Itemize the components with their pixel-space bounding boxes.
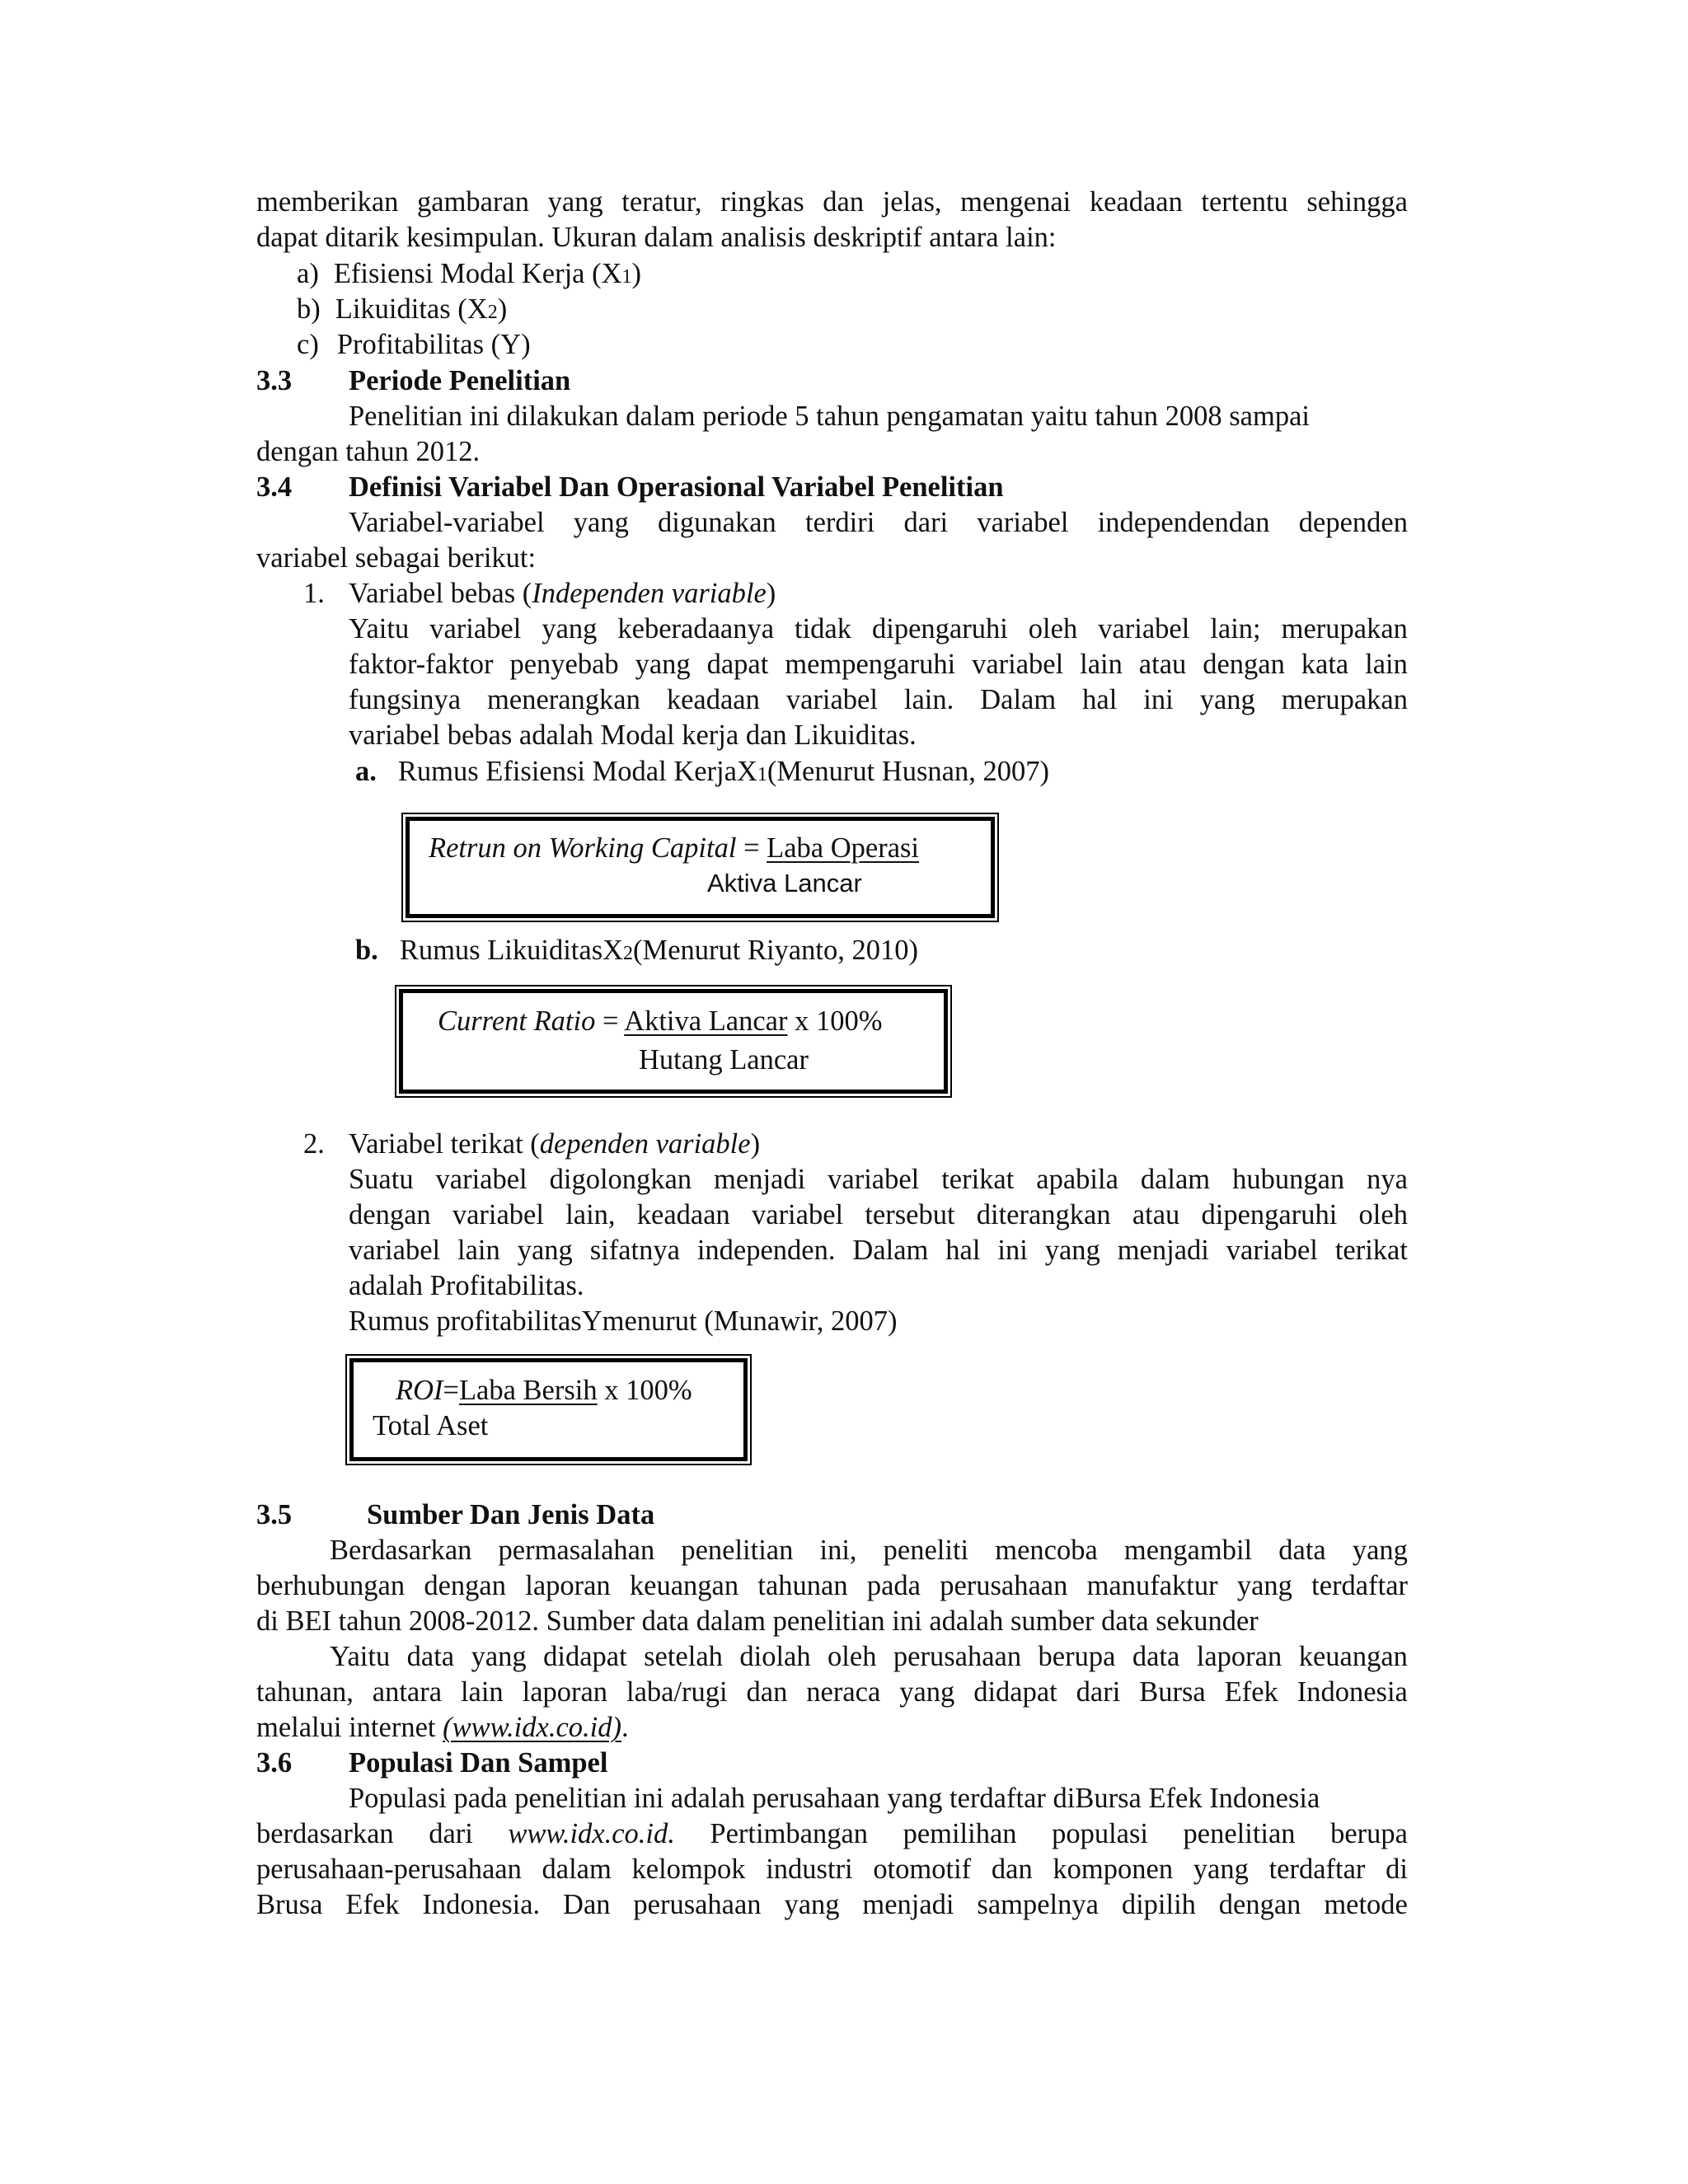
word: setelah bbox=[644, 1641, 723, 1672]
word: kelompok bbox=[631, 1854, 746, 1885]
word: ini, bbox=[819, 1535, 857, 1566]
word: ringkas bbox=[720, 186, 804, 218]
word: dan bbox=[746, 1676, 788, 1708]
word: keberadaanya bbox=[617, 613, 775, 644]
intro-line-2: dapat ditarik kesimpulan. Ukuran dalam analisis deskriptif antara lain: bbox=[256, 222, 1057, 253]
word: hal bbox=[1082, 684, 1118, 715]
word: data bbox=[406, 1641, 455, 1672]
list-item-c: c) Profitabilitas (Y) bbox=[297, 329, 531, 360]
s35-p2-line-1 bbox=[330, 1638, 1408, 1675]
word: menjadi bbox=[862, 1889, 954, 1920]
word: yang bbox=[471, 1641, 527, 1672]
item-1-line-2 bbox=[349, 646, 1408, 682]
word: yang bbox=[784, 1889, 840, 1920]
word: terikat bbox=[1334, 1235, 1408, 1266]
word: terdaftar bbox=[1268, 1854, 1366, 1885]
item-2-line-3 bbox=[349, 1232, 1408, 1268]
word: yang bbox=[547, 186, 603, 218]
word: lain bbox=[1365, 649, 1408, 680]
s34-line-2: variabel sebagai berikut: bbox=[256, 542, 537, 574]
s36-line-3 bbox=[256, 1851, 1408, 1887]
word: lain. bbox=[903, 684, 954, 715]
word: tertentu bbox=[1201, 186, 1288, 218]
word: menjadi bbox=[1117, 1235, 1209, 1266]
word: menjadi bbox=[714, 1164, 806, 1195]
word: yang bbox=[1199, 684, 1255, 715]
formula-c-numerator-line: ROI=Laba Bersih x 100% bbox=[396, 1375, 692, 1406]
word: Indonesia. bbox=[422, 1889, 541, 1920]
item-1-line-3 bbox=[349, 682, 1408, 718]
word: dipengaruhi bbox=[1201, 1199, 1338, 1230]
word: berdasarkan bbox=[256, 1818, 394, 1849]
word: variabel bbox=[977, 507, 1069, 538]
word: yang bbox=[1193, 1854, 1249, 1885]
word: Bursa bbox=[1139, 1676, 1206, 1708]
word: Brusa bbox=[256, 1889, 323, 1920]
list-item-b: b) Likuiditas (X2) bbox=[297, 293, 508, 325]
formula-a-denominator: Aktiva Lancar bbox=[707, 869, 862, 898]
s35-p1-line-1 bbox=[330, 1532, 1408, 1568]
word: merupakan bbox=[1281, 613, 1408, 644]
word: dengan bbox=[424, 1570, 506, 1601]
word: lain, bbox=[565, 1199, 616, 1230]
word: atau bbox=[1132, 1199, 1180, 1230]
s33-line-2: dengan tahun 2012. bbox=[256, 436, 481, 467]
word: sifatnya bbox=[589, 1235, 680, 1266]
word: dalam bbox=[542, 1854, 612, 1885]
word: oleh bbox=[1358, 1199, 1408, 1230]
word: laporan bbox=[525, 1570, 611, 1601]
formula-c-denominator: Total Aset bbox=[373, 1410, 489, 1441]
formula-b-numerator-line: Current Ratio = Aktiva Lancar x 100% bbox=[438, 1005, 883, 1037]
word: Efek bbox=[1224, 1676, 1278, 1708]
word: digolongkan bbox=[549, 1164, 692, 1195]
word: ini bbox=[997, 1235, 1028, 1266]
word: yang bbox=[899, 1676, 955, 1708]
word: nya bbox=[1367, 1164, 1408, 1195]
word: yang bbox=[517, 1235, 573, 1266]
word: penelitian bbox=[681, 1535, 794, 1566]
section-3-6-heading: 3.6 Populasi Dan Sampel bbox=[256, 1747, 608, 1779]
section-3-4-heading: 3.4 Definisi Variabel Dan Operasional Variabel Penelitian bbox=[256, 471, 1004, 503]
word: hal bbox=[945, 1235, 981, 1266]
word: penelitian bbox=[1183, 1818, 1296, 1849]
word: Dan bbox=[563, 1889, 611, 1920]
word: dipilih bbox=[1121, 1889, 1196, 1920]
formula-b-caption: b. Rumus LikuiditasX2(Menurut Riyanto, 2010) bbox=[355, 935, 918, 966]
word: Pertimbangan bbox=[710, 1818, 869, 1849]
word: manufaktur bbox=[1086, 1570, 1218, 1601]
word: Yaitu bbox=[349, 613, 410, 644]
word: variabel bbox=[1098, 613, 1190, 644]
word: dapat bbox=[706, 649, 769, 680]
word: gambaran bbox=[417, 186, 530, 218]
word: diterangkan bbox=[976, 1199, 1111, 1230]
s35-p2-line-3: melalui internet (www.idx.co.id). bbox=[256, 1712, 629, 1743]
word: teratur, bbox=[621, 186, 702, 218]
word: peneliti bbox=[883, 1535, 969, 1566]
word: oleh bbox=[828, 1641, 877, 1672]
list-item-a: a) Efisiensi Modal Kerja (X1) bbox=[297, 258, 642, 289]
word: dari bbox=[1076, 1676, 1121, 1708]
word: tahunan, bbox=[256, 1676, 354, 1708]
word: keuangan bbox=[1298, 1641, 1408, 1672]
idx-link[interactable]: (www.idx.co.id) bbox=[443, 1712, 621, 1743]
word: perusahaan bbox=[893, 1641, 1022, 1672]
word: di bbox=[1386, 1854, 1408, 1885]
word: terdaftar bbox=[1311, 1570, 1408, 1601]
word: variabel bbox=[452, 1199, 544, 1230]
word: dengan bbox=[1218, 1889, 1301, 1920]
word: yang bbox=[1236, 1570, 1292, 1601]
word: Indonesia bbox=[1296, 1676, 1408, 1708]
word: data bbox=[1278, 1535, 1326, 1566]
word: fungsinya bbox=[349, 684, 462, 715]
s34-line-1 bbox=[349, 504, 1408, 541]
intro-line-1 bbox=[256, 184, 1408, 220]
word: Dalam bbox=[852, 1235, 929, 1266]
word: komponen bbox=[1053, 1854, 1174, 1885]
word: atau bbox=[1138, 649, 1187, 680]
word: dipengaruhi bbox=[872, 613, 1008, 644]
word: laba/rugi bbox=[626, 1676, 728, 1708]
word: variabel bbox=[429, 613, 522, 644]
item-2-line-4: adalah Profitabilitas. bbox=[349, 1270, 584, 1301]
word: variabel bbox=[972, 649, 1064, 680]
s36-line-4 bbox=[256, 1886, 1408, 1923]
word: independendan bbox=[1097, 507, 1270, 538]
word: data bbox=[1132, 1641, 1180, 1672]
formula-a-numerator-line: Retrun on Working Capital = Laba Operasi bbox=[429, 832, 920, 864]
s35-p1-line-2 bbox=[256, 1568, 1408, 1604]
s36-line-2 bbox=[256, 1816, 1408, 1852]
word: berupa bbox=[1038, 1641, 1116, 1672]
word: keadaan bbox=[666, 684, 760, 715]
word: pemilihan bbox=[903, 1818, 1017, 1849]
word: permasalahan bbox=[498, 1535, 655, 1566]
word: tahunan bbox=[757, 1570, 848, 1601]
word: keadaan bbox=[636, 1199, 730, 1230]
word: variabel bbox=[435, 1164, 528, 1195]
item-2-line-5: Rumus profitabilitasYmenurut (Munawir, 2007) bbox=[349, 1305, 898, 1337]
word: lain bbox=[457, 1235, 500, 1266]
item-1-line-1 bbox=[349, 611, 1408, 647]
word: mempengaruhi bbox=[785, 649, 956, 680]
word: Berdasarkan bbox=[330, 1535, 472, 1566]
word: dan bbox=[991, 1854, 1033, 1885]
s35-p1-line-3: di BEI tahun 2008-2012. Sumber data dalam penelitian ini adalah sumber data sekunder bbox=[256, 1605, 1259, 1637]
word: metode bbox=[1324, 1889, 1408, 1920]
word: perusahaan bbox=[940, 1570, 1068, 1601]
word: Yaitu bbox=[330, 1641, 391, 1672]
s36-line-1: Populasi pada penelitian ini adalah perusahaan yang terdaftar diBursa Efek Indonesia bbox=[349, 1783, 1320, 1814]
word: variabel bbox=[349, 1235, 441, 1266]
item-1-heading: 1. Variabel bebas (Independen variable) bbox=[303, 578, 776, 609]
word: pada bbox=[866, 1570, 921, 1601]
word: dalam bbox=[1140, 1164, 1211, 1195]
word: hubungan bbox=[1232, 1164, 1345, 1195]
s33-line-1: Penelitian ini dilakukan dalam periode 5 tahun pengamatan yaitu tahun 2008 sampai bbox=[349, 401, 1310, 432]
word: tidak bbox=[795, 613, 851, 644]
word: mencoba bbox=[995, 1535, 1098, 1566]
word: variabel bbox=[785, 684, 878, 715]
word: independen. bbox=[696, 1235, 836, 1266]
word: antara bbox=[372, 1676, 443, 1708]
word: sampelnya bbox=[977, 1889, 1099, 1920]
word: dengan bbox=[349, 1199, 431, 1230]
word: penyebab bbox=[509, 649, 619, 680]
word: dengan bbox=[1203, 649, 1285, 680]
word: sehingga bbox=[1306, 186, 1408, 218]
word: lain bbox=[1080, 649, 1123, 680]
word: dari bbox=[903, 507, 949, 538]
item-1-line-4: variabel bebas adalah Modal kerja dan Likuiditas. bbox=[349, 719, 917, 751]
word: keuangan bbox=[629, 1570, 739, 1601]
section-3-5-heading: 3.5 Sumber Dan Jenis Data bbox=[256, 1499, 655, 1530]
s35-p2-line-2 bbox=[256, 1674, 1408, 1710]
word: dari bbox=[429, 1818, 473, 1849]
word: dan bbox=[823, 186, 865, 218]
word: faktor-faktor bbox=[349, 649, 494, 680]
word: laporan bbox=[1196, 1641, 1282, 1672]
word: www.idx.co.id. bbox=[508, 1818, 675, 1849]
word: diolah bbox=[739, 1641, 811, 1672]
word: Suatu bbox=[349, 1164, 414, 1195]
section-3-3-heading: 3.3 Periode Penelitian bbox=[256, 365, 571, 396]
word: digunakan bbox=[658, 507, 776, 538]
word: variabel bbox=[1226, 1235, 1318, 1266]
word: variabel bbox=[752, 1199, 844, 1230]
word: populasi bbox=[1052, 1818, 1148, 1849]
word: perusahaan-perusahaan bbox=[256, 1854, 522, 1885]
word: kata bbox=[1301, 649, 1349, 680]
word: neraca bbox=[806, 1676, 881, 1708]
word: yang bbox=[542, 613, 598, 644]
word: yang bbox=[1044, 1235, 1100, 1266]
word: merupakan bbox=[1281, 684, 1408, 715]
word: menerangkan bbox=[487, 684, 640, 715]
word: Variabel-variabel bbox=[349, 507, 545, 538]
word: otomotif bbox=[873, 1854, 972, 1885]
word: Efek bbox=[345, 1889, 400, 1920]
word: lain bbox=[460, 1676, 504, 1708]
word: tersebut bbox=[865, 1199, 955, 1230]
formula-a-caption: a. Rumus Efisiensi Modal KerjaX1(Menurut Husnan, 2007) bbox=[355, 756, 1049, 787]
item-2-line-2 bbox=[349, 1197, 1408, 1233]
word: apabila bbox=[1036, 1164, 1118, 1195]
word: dependen bbox=[1298, 507, 1408, 538]
word: Dalam bbox=[980, 684, 1057, 715]
word: terikat bbox=[941, 1164, 1015, 1195]
word: didapat bbox=[543, 1641, 627, 1672]
item-2-heading: 2. Variabel terikat (dependen variable) bbox=[303, 1128, 761, 1160]
word: berupa bbox=[1330, 1818, 1408, 1849]
word: berhubungan bbox=[256, 1570, 406, 1601]
word: jelas, bbox=[882, 186, 942, 218]
word: industri bbox=[766, 1854, 853, 1885]
word: laporan bbox=[522, 1676, 608, 1708]
word: ini bbox=[1143, 684, 1174, 715]
word: didapat bbox=[973, 1676, 1057, 1708]
word: yang bbox=[1352, 1535, 1408, 1566]
word: mengambil bbox=[1123, 1535, 1253, 1566]
word: terdiri bbox=[804, 507, 875, 538]
word: lain; bbox=[1210, 613, 1261, 644]
word: yang bbox=[635, 649, 691, 680]
word: perusahaan bbox=[633, 1889, 762, 1920]
word: keadaan bbox=[1089, 186, 1183, 218]
word: mengenai bbox=[960, 186, 1071, 218]
word: memberikan bbox=[256, 186, 399, 218]
item-2-line-1 bbox=[349, 1161, 1408, 1197]
word: yang bbox=[573, 507, 629, 538]
word: oleh bbox=[1028, 613, 1078, 644]
formula-b-denominator: Hutang Lancar bbox=[639, 1044, 809, 1076]
word: variabel bbox=[828, 1164, 920, 1195]
